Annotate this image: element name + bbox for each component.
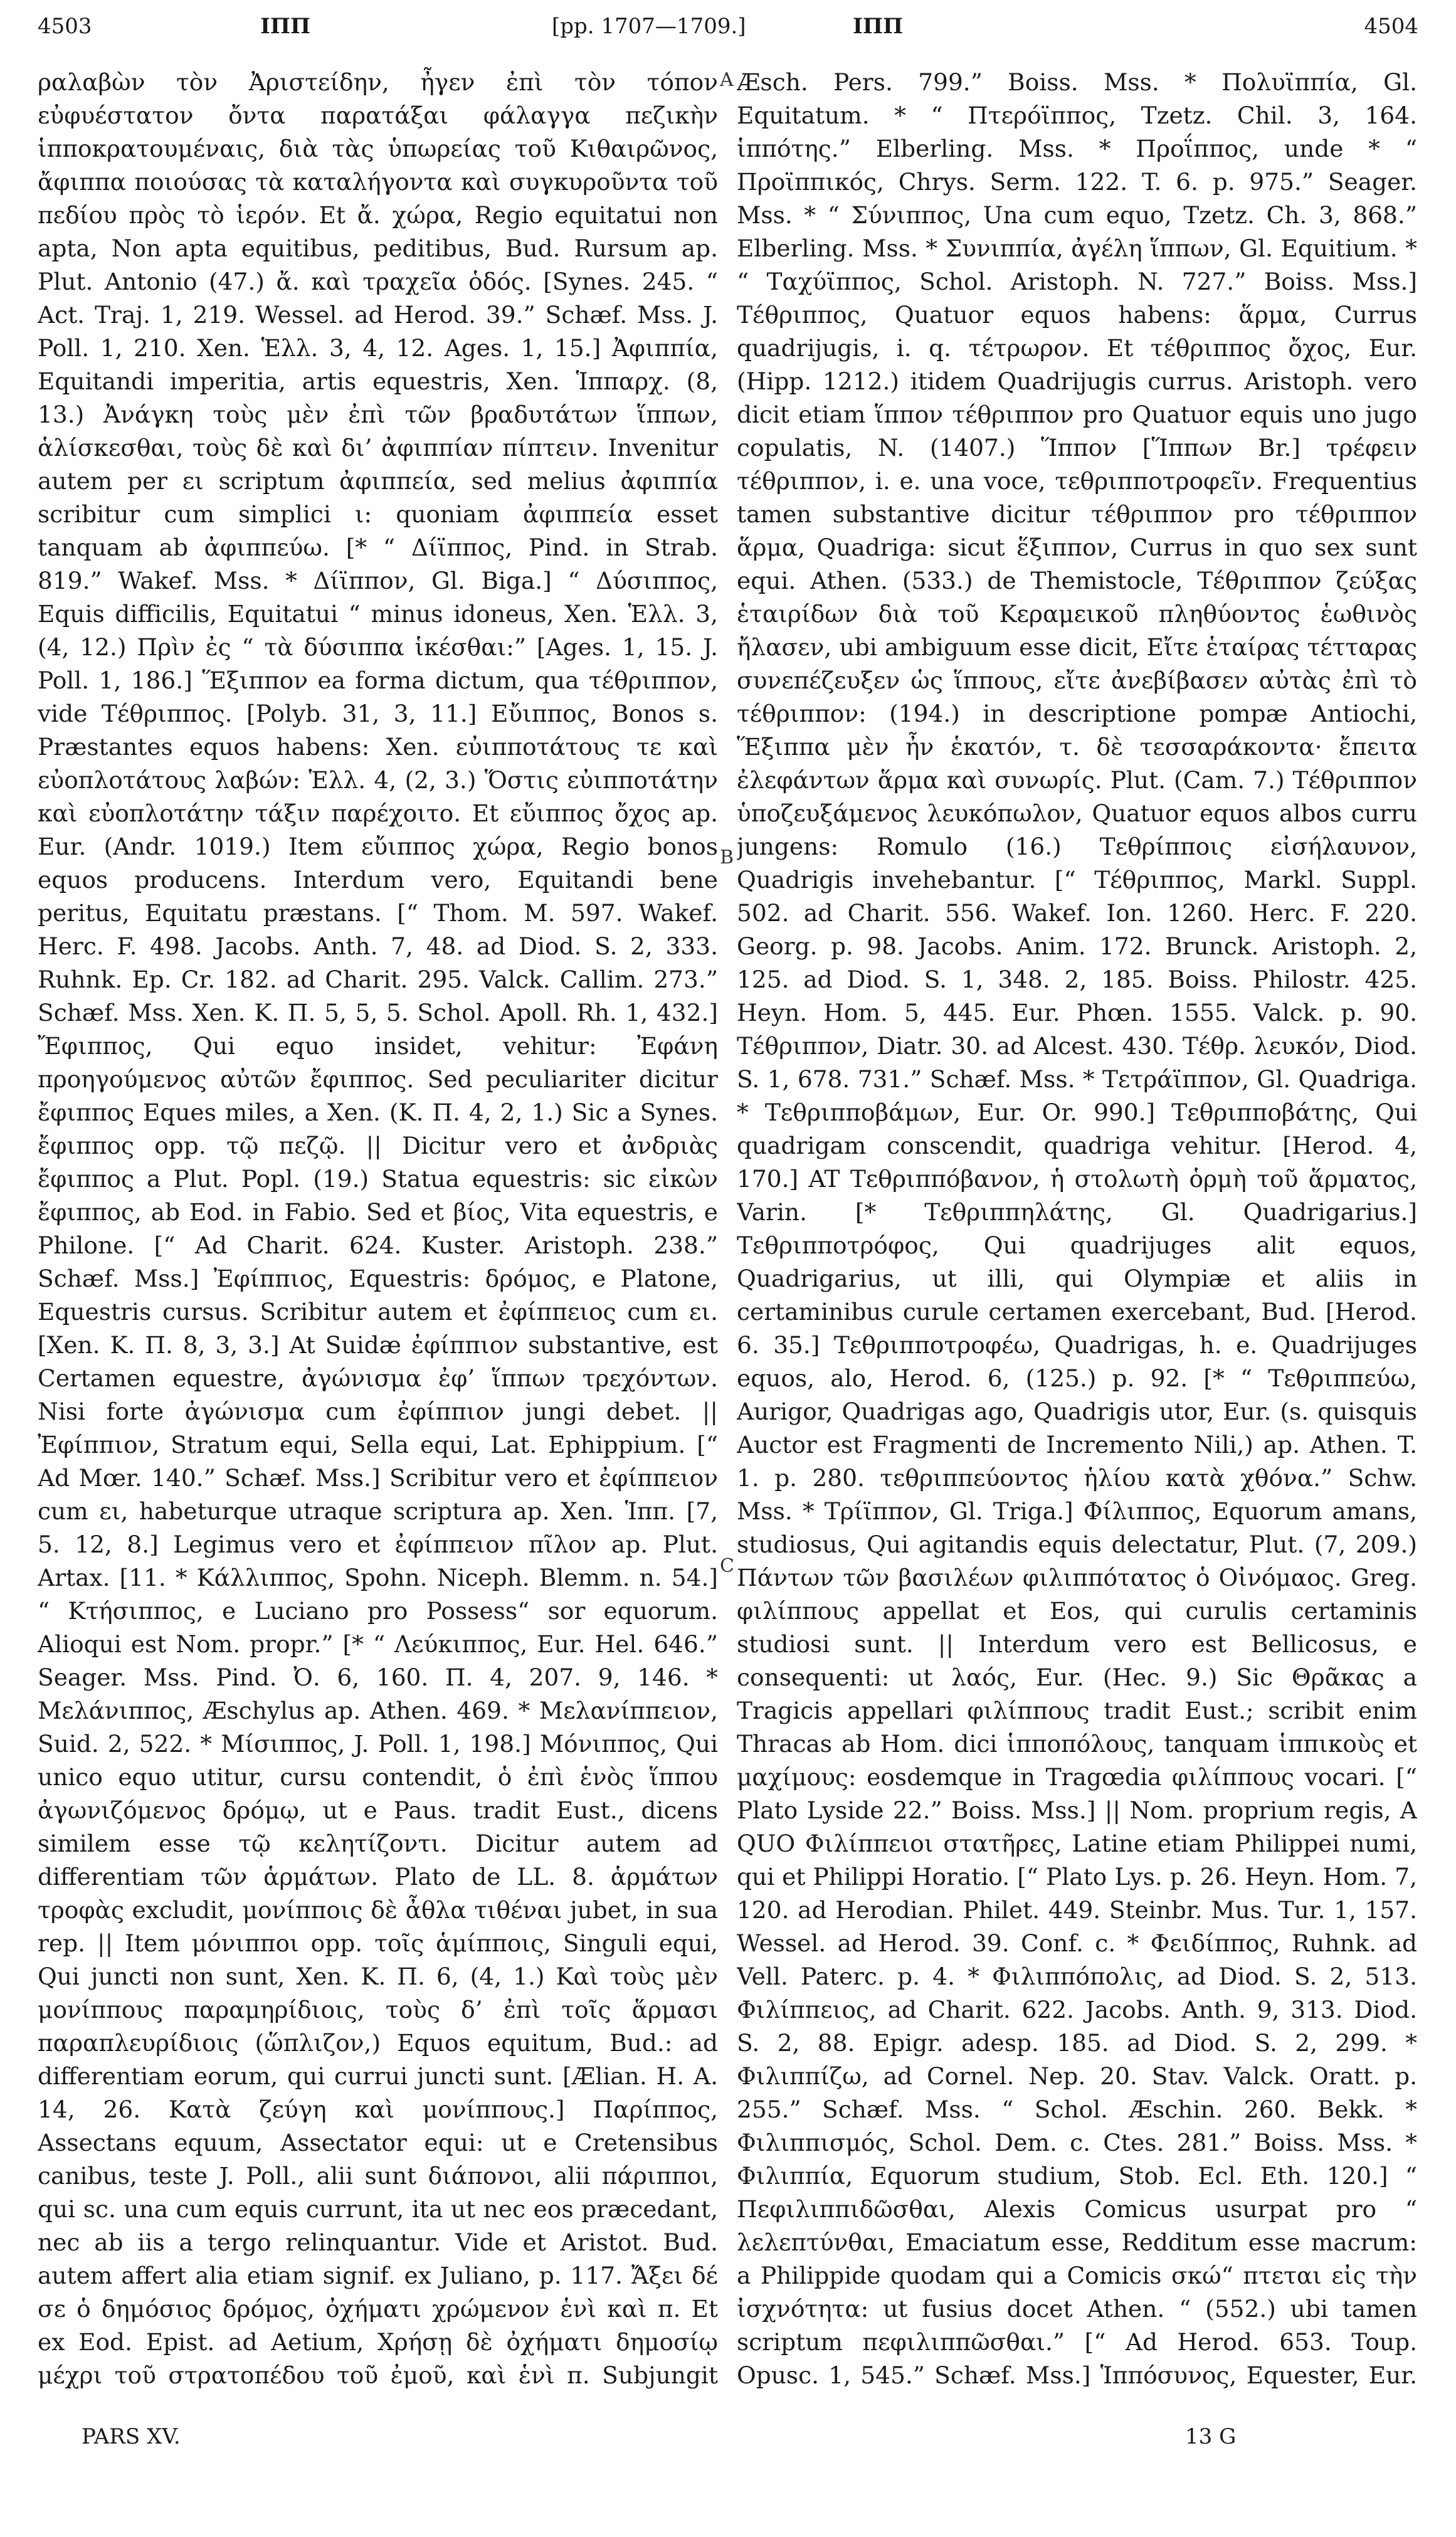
left-column-text: ραλαβὼν τὸν Ἀριστείδην, ἦγεν ἐπὶ τὸν τόπον εὐφυέστατον ὄντα παρατάξαι φάλαγγα πεζικὴν ἱπποκρατουμέναις, διὰ τὰς ὑπωρείας τοῦ Κιθαιρῶνος, ἄφιππα ποιούσας τὰ καταλήγοντα καὶ συγκυροῦντα τοῦ πεδίου πρὸς τὸ ἱερόν. Et ἄ. χώρα, Regio equitatui non apta, Non apta equitibus, peditibus, Bud. Rursum ap. Plut. Antonio (47.) ἄ. καὶ τραχεῖα ὁδός. [Synes. 245. “ Act. Traj. 1, 219. Wessel. ad Herod. 39.” Schæf. Mss. J. Poll. 1, 210. Xen. Ἑλλ. 3, 4, 12. Ages. 1, 15.] Ἀφιππία, Equitandi imperitia, artis equestris, Xen. Ἱππαρχ. (8, 13.) Ἀνάγκη τοὺς μὲν ἐπὶ τῶν βραδυτάτων ἵππων, ἁλίσκεσθαι, τοὺς δὲ καὶ δι’ ἀφιππίαν πίπτειν. Invenitur autem per ει scriptum ἀφιππεία, sed melius ἀφιππία scribitur cum simplici ι: quoniam ἀφιππεία esset tanquam ab ἀφιππεύω. [* “ Δίϊππος, Pind. in Strab. 819.” Wakef. Mss. * Δίϊππον, Gl. Biga.] “ Δύσιππος, Equis difficilis, Equitatui “ minus idoneus, Xen. Ἑλλ. 3, (4, 12.) Πρὶν ἐς “ τὰ δύσιππα ἱκέσθαι:” [Ages. 1, 15. J. Poll. 1, 186.] Ἕξιππον ea forma dictum, qua τέθριππον, vide Τέθριππος. [Polyb. 31, 3, 11.] Εὔιππος, Bonos s. Præstantes equos habens: Xen. εὐιπποτάτους τε καὶ εὐοπλοτάτους λαβών: Ἑλλ. 4, (2, 3.) Ὅστις εὐιπποτάτην καὶ εὐοπλοτάτην τάξιν παρέχοιτο. Et εὔιππος ὄχος ap. Eur. (Andr. 1019.) Item εὔιππος χώρα, Regio bonos equos producens. Interdum vero, Equitandi bene peritus, Equitatu præstans. [“ Thom. M. 597. Wakef. Herc. F. 498. Jacobs. Anth. 7, 48. ad Diod. S. 2, 333. Ruhnk. Ep. Cr. 182. ad Charit. 295. Valck. Callim. 273.” Schæf. Mss. Xen. K. Π. 5, 5, 5. Schol. Apoll. Rh. 1, 432.] Ἔφιππος, Qui equo insidet, vehitur: Ἐφάνη προηγούμενος αὐτῶν ἔφιππος. Sed peculiariter dicitur ἔφιππος Eques miles, a Xen. (K. Π. 4, 2, 1.) Sic a Synes. ἔφιππος opp. τῷ πεζῷ. || Dicitur vero et ἀνδριὰς ἔφιππος a Plut. Popl. (19.) Statua equestris: sic εἰκὼν ἔφιππος, ab Eod. in Fabio. Sed et βίος, Vita equestris, e Philone. [“ Ad Charit. 624. Kuster. Aristoph. 238.” Schæf. Mss.] Ἐφίππιος, Equestris: δρόμος, e Platone, Equestris cursus. Scribitur autem et ἐφίππειος cum ει. [Xen. K. Π. 8, 3, 3.] At Suidæ ἐφίππιον substantive, est Certamen equestre, ἀγώνισμα ἐφ’ ἵππων τρεχόντων. Nisi forte ἀγώνισμα cum ἐφίππιον jungi debet. || Ἐφίππιον, Stratum equi, Sella equi, Lat. Ephippium. [“ Ad Mœr. 140.” Schæf. Mss.] Scribitur vero et ἐφίππειον cum ει, habeturque utraque scriptura ap. Xen. Ἱππ. [7, 5. 12, 8.] Legimus vero et ἐφίππειον πῖλον ap. Plut. Artax. [11. * Κάλλιππος, Spohn. Niceph. Blemm. n. 54.] “ Κτήσιππος, e Luciano pro Possess“ sor equorum. Alioqui est Nom. propr.” [* “ Λεύκιππος, Eur. Hel. 646.” Seager. Mss. Pind. Ὀ. 6, 160. Π. 4, 207. 9, 146. * Μελάνιππος, Æschylus ap. Athen. 469. * Μελανίππειον, Suid. 2, 522. * Μίσιππος, J. Poll. 1, 198.] Μόνιππος, Qui unico equo utitur, cursu contendit, ὁ ἐπὶ ἑνὸς ἵππου ἀγωνιζόμενος δρόμῳ, ut e Paus. tradit Eust., dicens similem esse τῷ κελητίζοντι. Dicitur autem ad differentiam τῶν ἁρμάτων. Plato de LL. 8. ἁρμάτων τροφὰς excludit, μονίπποις δὲ ἆθλα τιθέναι jubet, in sua rep. || Item μόνιπποι opp. τοῖς ἁμίπποις, Singuli equi, Qui juncti non sunt, Xen. K. Π. 6, (4, 1.) Καὶ τοὺς μὲν μονίππους παραμηρίδιοις, τοὺς δ’ ἐπὶ τοῖς ἅρμασι παραπλευρίδιοις (ὥπλιζον,) Equos equitum, Bud.: ad differentiam eorum, qui currui juncti sunt. [Ælian. H. A. 14, 26. Κατὰ ζεύγη καὶ μονίππους.] Παρίππος, Assectans equum, Assectator equi: ut e Cretensibus canibus, teste J. Poll., alii sunt διάπονοι, alii πάριπποι, qui sc. una cum equis currunt, ita ut nec eos præcedant, nec ab iis a tergo relinquantur. Vide et Aristot. Bud. autem affert alia etiam signif. ex Juliano, p. 117. Ἄξει δέ σε ὁ δημόσιος δρόμος, ὀχήματι χρώμενον ἑνὶ καὶ π. Et ex Eod. Epist. ad Aetium, Χρήσῃ δὲ ὀχήματι δημοσίῳ μέχρι τοῦ στρατοπέδου τοῦ ἐμοῦ, καὶ ἑνὶ π. Subjungit: [38, 68, 718, 2389]
signature-mark: PARS XV.: [82, 2424, 181, 2449]
dictionary-heading-right: ΙΠΠ: [853, 14, 904, 39]
gathering-mark: 13 G: [1185, 2424, 1237, 2449]
page-number-left: 4503: [38, 14, 92, 39]
dictionary-heading-left: ΙΠΠ: [260, 14, 311, 39]
page-number-right: 4504: [1364, 14, 1418, 39]
page-header: [38, 14, 1418, 51]
page-range: [pp. 1707—1709.]: [552, 14, 746, 39]
gutter-marker-c: C: [720, 1555, 734, 1577]
right-column: [737, 66, 1417, 2393]
gutter-marker-b: B: [720, 847, 734, 868]
left-column: [38, 66, 718, 2393]
gutter-marker-a: A: [720, 69, 734, 91]
right-column-text: Æsch. Pers. 799.” Boiss. Mss. * Πολυϊππία, Gl. Equitatum. * “ Πτερόϊππος, Tzetz. Chil. 3, 164. ἱππότης.” Elberling. Mss. * Προΐππος, unde * “ Προϊππικός, Chrys. Serm. 122. T. 6. p. 975.” Seager. Mss. * “ Σύνιππος, Una cum equo, Tzetz. Ch. 3, 868.” Elberling. Mss. * Συνιππία, ἀγέλη ἵππων, Gl. Equitium. * “ Ταχύϊππος, Schol. Aristoph. N. 727.” Boiss. Mss.] Τέθριππος, Quatuor equos habens: ἅρμα, Currus quadrijugis, i. q. τέτρωρον. Et τέθριππος ὄχος, Eur. (Hipp. 1212.) itidem Quadrijugis currus. Aristoph. vero dicit etiam ἵππον τέθριππον pro Quatuor equis uno jugo copulatis, N. (1407.) Ἵππον [Ἵππων Br.] τρέφειν τέθριππον, i. e. una voce, τεθριπποτροφεῖν. Frequentius tamen substantive dicitur τέθριππον pro τέθριππον ἅρμα, Quadriga: sicut ἕξιππον, Currus in quo sex sunt equi. Athen. (533.) de Themistocle, Τέθριππον ζεύξας ἑταιρίδων διὰ τοῦ Κεραμεικοῦ πληθύοντος ἑωθινὸς ἤλασεν, ubi ambiguum esse dicit, Εἴτε ἑταίρας τέτταρας συνεπέζευξεν ὡς ἵππους, εἴτε ἀνεβίβασεν αὐτὰς ἐπὶ τὸ τέθριππον: (194.) in descriptione pompæ Antiochi, Ἕξιππα μὲν ἦν ἑκατόν, τ. δὲ τεσσαράκοντα· ἔπειτα ἐλεφάντων ἅρμα καὶ συνωρίς. Plut. (Cam. 7.) Τέθριππον ὑποζευξάμενος λευκόπωλον, Quatuor equos albos curru jungens: Romulo (16.) Τεθρίπποις εἰσήλαυνον, Quadrigis invehebantur. [“ Τέθριππος, Markl. Suppl. 502. ad Charit. 556. Wakef. Ion. 1260. Herc. F. 220. Georg. p. 98. Jacobs. Anim. 172. Brunck. Aristoph. 2, 125. ad Diod. S. 1, 348. 2, 185. Boiss. Philostr. 425. Heyn. Hom. 5, 445. Eur. Phœn. 1555. Valck. p. 90. Τέθριππον, Diatr. 30. ad Alcest. 430. Τέθρ. λευκόν, Diod. S. 1, 678. 731.” Schæf. Mss. * Τετράϊππον, Gl. Quadriga. * Τεθριπποβάμων, Eur. Or. 990.] Τεθριπποβάτης, Qui quadrigam conscendit, quadriga vehitur. [Herod. 4, 170.] AT Τεθριππόβανον, ἡ στολωτὴ ὁρμὴ τοῦ ἅρματος, Varin. [* Τεθριππηλάτης, Gl. Quadrigarius.] Τεθριπποτρόφος, Qui quadrijuges alit equos, Quadrigarius, ut illi, qui Olympiæ et aliis in certaminibus curule certamen exercebant, Bud. [Herod. 6. 35.] Τεθριπποτροφέω, Quadrigas, h. e. Quadrijuges equos, alo, Herod. 6, (125.) p. 92. [* “ Τεθριππεύω, Aurigor, Quadrigas ago, Quadrigis utor, Eur. (s. quisquis Auctor est Fragmenti de Incremento Nili,) ap. Athen. T. 1. p. 280. τεθριππεύοντος ἡλίου κατὰ χθόνα.” Schw. Mss. * Τρίϊππον, Gl. Triga.] Φίλιππος, Equorum amans, studiosus, Qui agitandis equis delectatur, Plut. (7, 209.) Πάντων τῶν βασιλέων φιλιππότατος ὁ Οἰνόμαος. Greg. φιλίππους appellat et Eos, qui curulis certaminis studiosi sunt. || Interdum vero est Bellicosus, e consequenti: ut λαός, Eur. (Hec. 9.) Sic Θρᾶκας a Tragicis appellari φιλίππους tradit Eust.; scribit enim Thracas ab Hom. dici ἱπποπόλους, tanquam ἱππικοὺς et μαχίμους: eosdemque in Tragœdia φιλίππους vocari. [“ Plato Lyside 22.” Boiss. Mss.] || Nom. proprium regis, A QUO Φιλίππειοι στατῆρες, Latine etiam Philippei numi, qui et Philippi Horatio. [“ Plato Lys. p. 26. Heyn. Hom. 7, 120. ad Herodian. Philet. 449. Steinbr. Mus. Tur. 1, 157. Wessel. ad Herod. 39. Conf. c. * Φειδίππος, Ruhnk. ad Vell. Paterc. p. 4. * Φιλιππόπολις, ad Diod. S. 2, 513. Φιλίππειος, ad Charit. 622. Jacobs. Anth. 9, 313. Diod. S. 2, 88. Epigr. adesp. 185. ad Diod. S. 2, 299. * Φιλιππίζω, ad Cornel. Nep. 20. Stav. Valck. Oratt. p. 255.” Schæf. Mss. “ Schol. Æschin. 260. Bekk. * Φιλιππισμός, Schol. Dem. c. Ctes. 281.” Boiss. Mss. * Φιλιππία, Equorum studium, Stob. Ecl. Eth. 120.] “ Πεφιλιππιδῶσθαι, Alexis Comicus usurpat pro “ λελεπτύνθαι, Emaciatum esse, Redditum esse macrum: a Philippide quodam qui a Comicis σκώ“ πτεται εἰς τὴν ἰσχνότητα: ut fusius docet Athen. “ (552.) ubi tamen scriptum πεφιλιππῶσθαι.” [“ Ad Herod. 653. Toup. Opusc. 1, 545.” Schæf. Mss.] Ἱππόσυνος, Equester, Eur.: [737, 68, 1417, 2389]
